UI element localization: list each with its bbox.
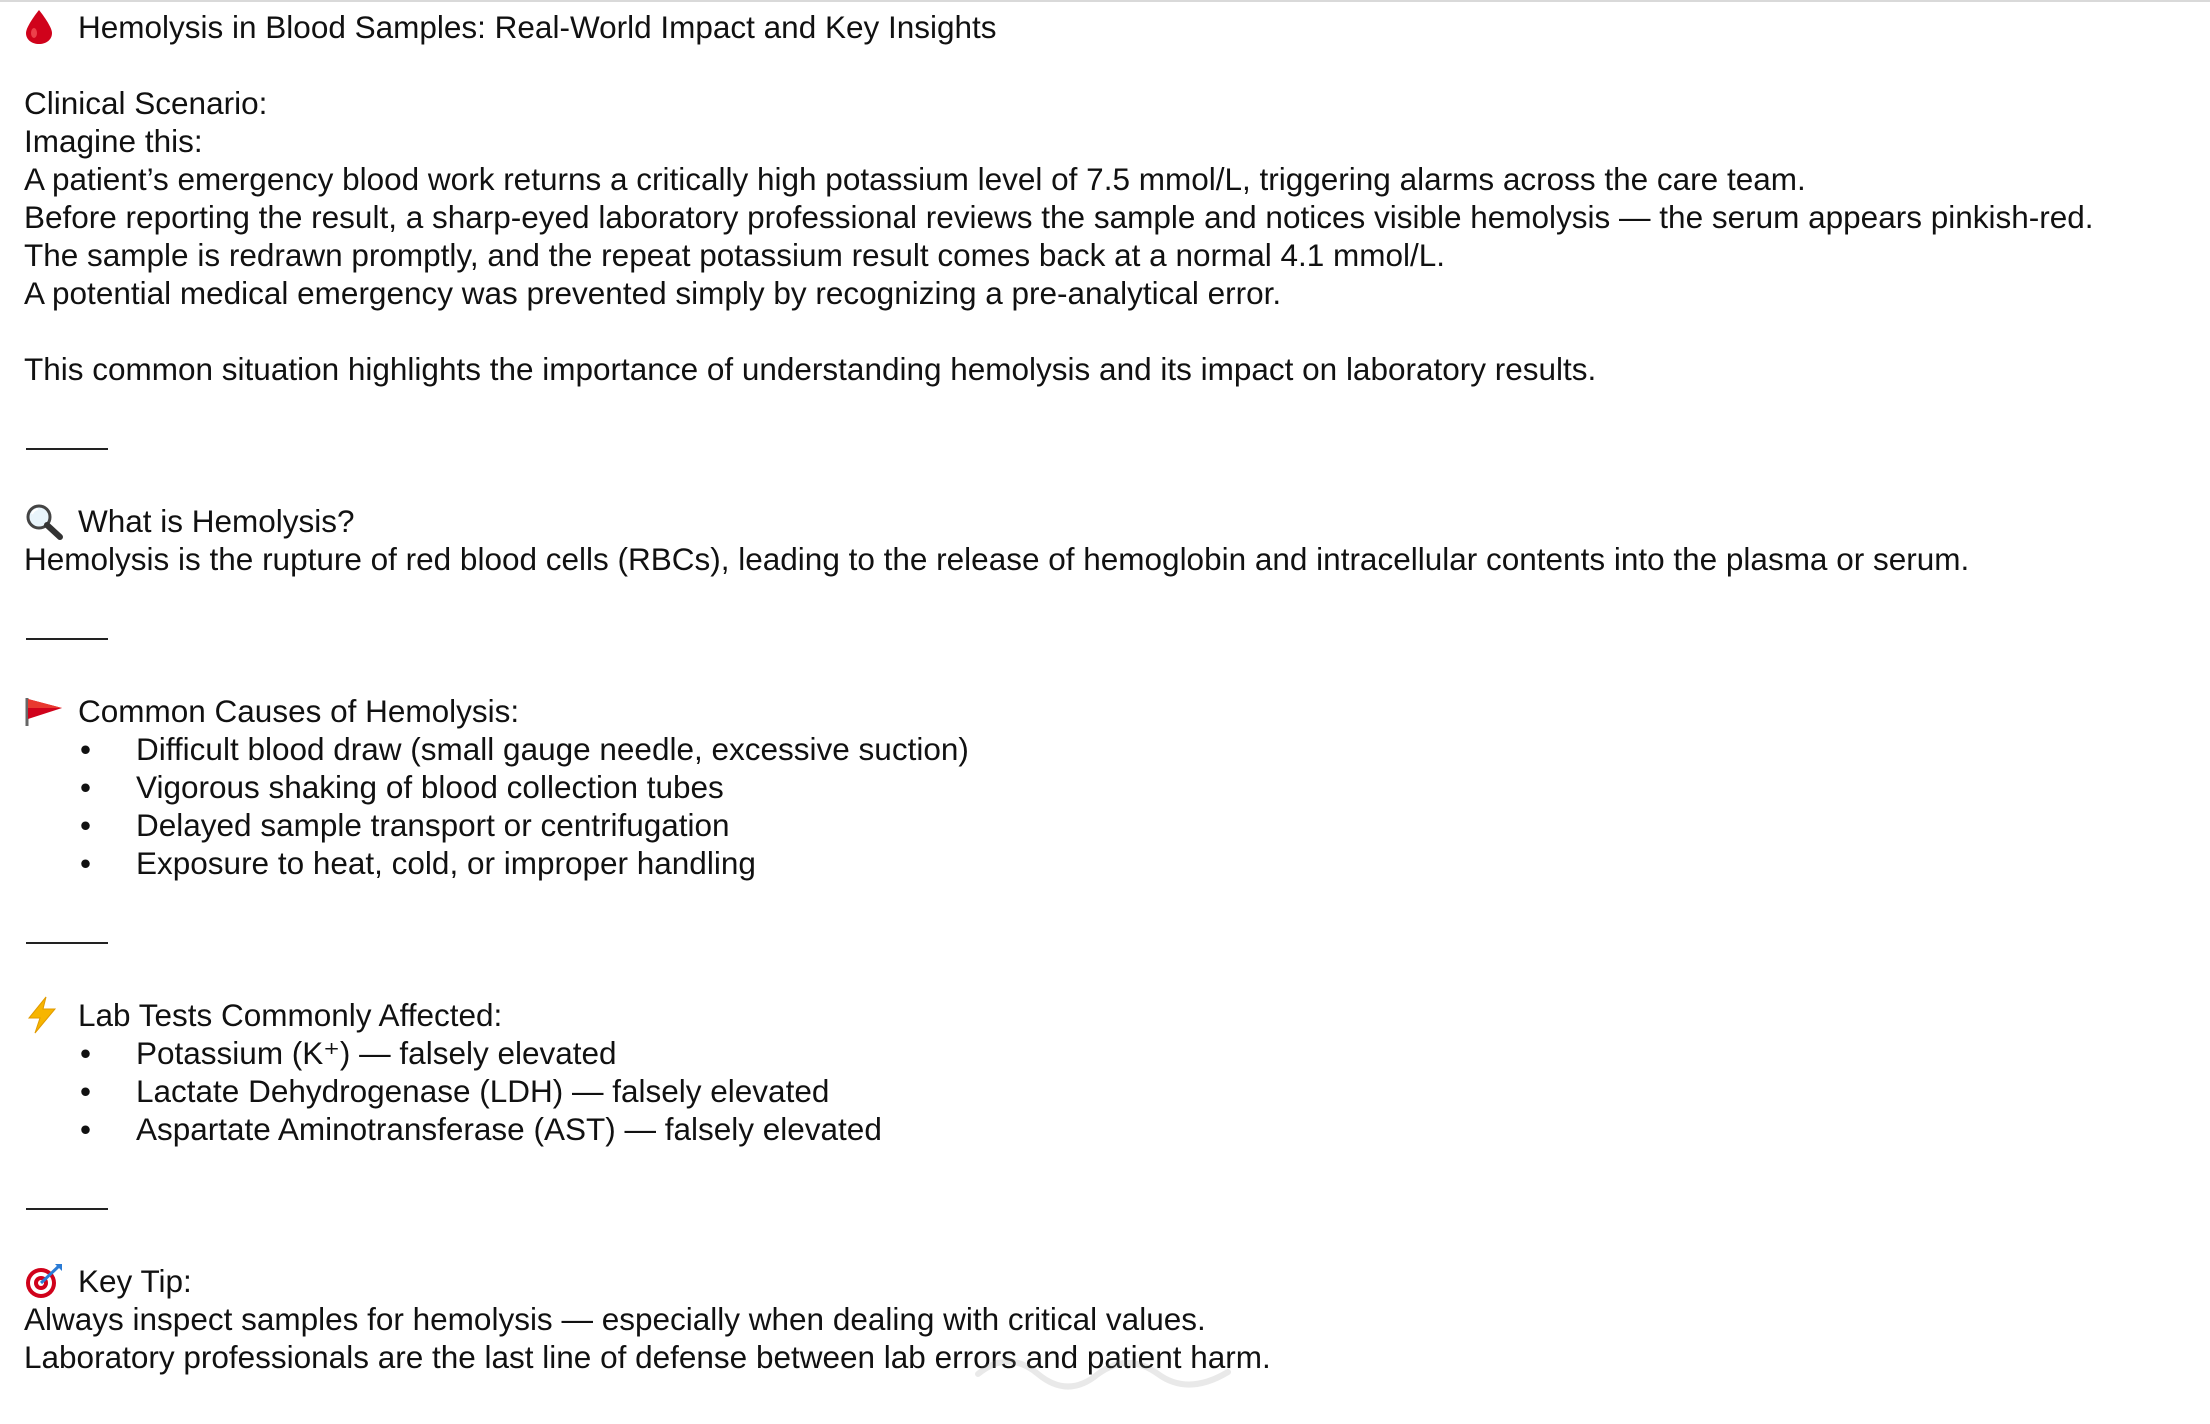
bullet: • bbox=[80, 845, 92, 881]
document-title bbox=[24, 8, 2194, 46]
list-item bbox=[24, 1072, 2194, 1110]
list-item bbox=[24, 730, 2194, 768]
tip-line: Always inspect samples for hemolysis — especially when dealing with critical values. bbox=[24, 1301, 1206, 1337]
causes-heading-text: Common Causes of Hemolysis: bbox=[78, 693, 520, 729]
section-divider bbox=[26, 1208, 108, 1210]
tip-line: Laboratory professionals are the last line of defense between lab errors and patient harm. bbox=[24, 1339, 1271, 1375]
tests-heading-text: Lab Tests Commonly Affected: bbox=[78, 997, 503, 1033]
scenario-line: Before reporting the result, a sharp-eyed laboratory professional reviews the sample and notices visible hemolysis — the serum appears pinkish-red. bbox=[24, 199, 2094, 235]
what-is-text: Hemolysis is the rupture of red blood cells (RBCs), leading to the release of hemoglobin and intracellular contents into the plasma or serum. bbox=[24, 541, 1970, 577]
bullet: • bbox=[80, 1035, 92, 1071]
list-item bbox=[24, 844, 2194, 882]
bullet: • bbox=[80, 769, 92, 805]
scenario-line: A patient’s emergency blood work returns a critically high potassium level of 7.5 mmol/L, triggering alarms across the care team. bbox=[24, 161, 1806, 197]
scenario-summary: This common situation highlights the importance of understanding hemolysis and its impact on laboratory results. bbox=[24, 351, 1597, 387]
target-icon bbox=[24, 1262, 66, 1300]
bullet: • bbox=[80, 1073, 92, 1109]
blood-drop-icon bbox=[24, 8, 66, 46]
list-item-text: Exposure to heat, cold, or improper handling bbox=[136, 845, 756, 881]
list-item bbox=[24, 806, 2194, 844]
list-item-text: Difficult blood draw (small gauge needle, excessive suction) bbox=[136, 731, 969, 767]
what-is-heading bbox=[24, 502, 2194, 540]
list-item bbox=[24, 1034, 2194, 1072]
watermark-logo bbox=[968, 1344, 1238, 1390]
bullet: • bbox=[80, 1111, 92, 1147]
tip-heading-text: Key Tip: bbox=[78, 1263, 192, 1299]
bullet: • bbox=[80, 731, 92, 767]
tip-heading bbox=[24, 1262, 2194, 1300]
red-flag-icon bbox=[24, 692, 66, 730]
magnifying-glass-icon bbox=[24, 502, 66, 540]
tests-heading bbox=[24, 996, 2194, 1034]
scenario-line: Imagine this: bbox=[24, 123, 203, 159]
scenario-line: The sample is redrawn promptly, and the repeat potassium result comes back at a normal 4.1 mmol/L. bbox=[24, 237, 1446, 273]
causes-heading bbox=[24, 692, 2194, 730]
scenario-heading: Clinical Scenario: bbox=[24, 85, 268, 121]
document-body bbox=[24, 8, 2194, 1376]
section-divider bbox=[26, 942, 108, 944]
list-item bbox=[24, 768, 2194, 806]
lightning-icon bbox=[24, 996, 66, 1034]
list-item-text: Lactate Dehydrogenase (LDH) — falsely elevated bbox=[136, 1073, 830, 1109]
bullet: • bbox=[80, 807, 92, 843]
section-divider bbox=[26, 638, 108, 640]
what-is-heading-text: What is Hemolysis? bbox=[78, 503, 355, 539]
section-divider bbox=[26, 448, 108, 450]
list-item-text: Delayed sample transport or centrifugation bbox=[136, 807, 730, 843]
list-item bbox=[24, 1110, 2194, 1148]
title-text: Hemolysis in Blood Samples: Real-World Impact and Key Insights bbox=[78, 9, 997, 45]
top-divider bbox=[0, 0, 2210, 2]
scenario-line: A potential medical emergency was prevented simply by recognizing a pre-analytical error. bbox=[24, 275, 1282, 311]
list-item-text: Potassium (K⁺) — falsely elevated bbox=[136, 1035, 617, 1071]
list-item-text: Vigorous shaking of blood collection tubes bbox=[136, 769, 724, 805]
list-item-text: Aspartate Aminotransferase (AST) — falsely elevated bbox=[136, 1111, 882, 1147]
